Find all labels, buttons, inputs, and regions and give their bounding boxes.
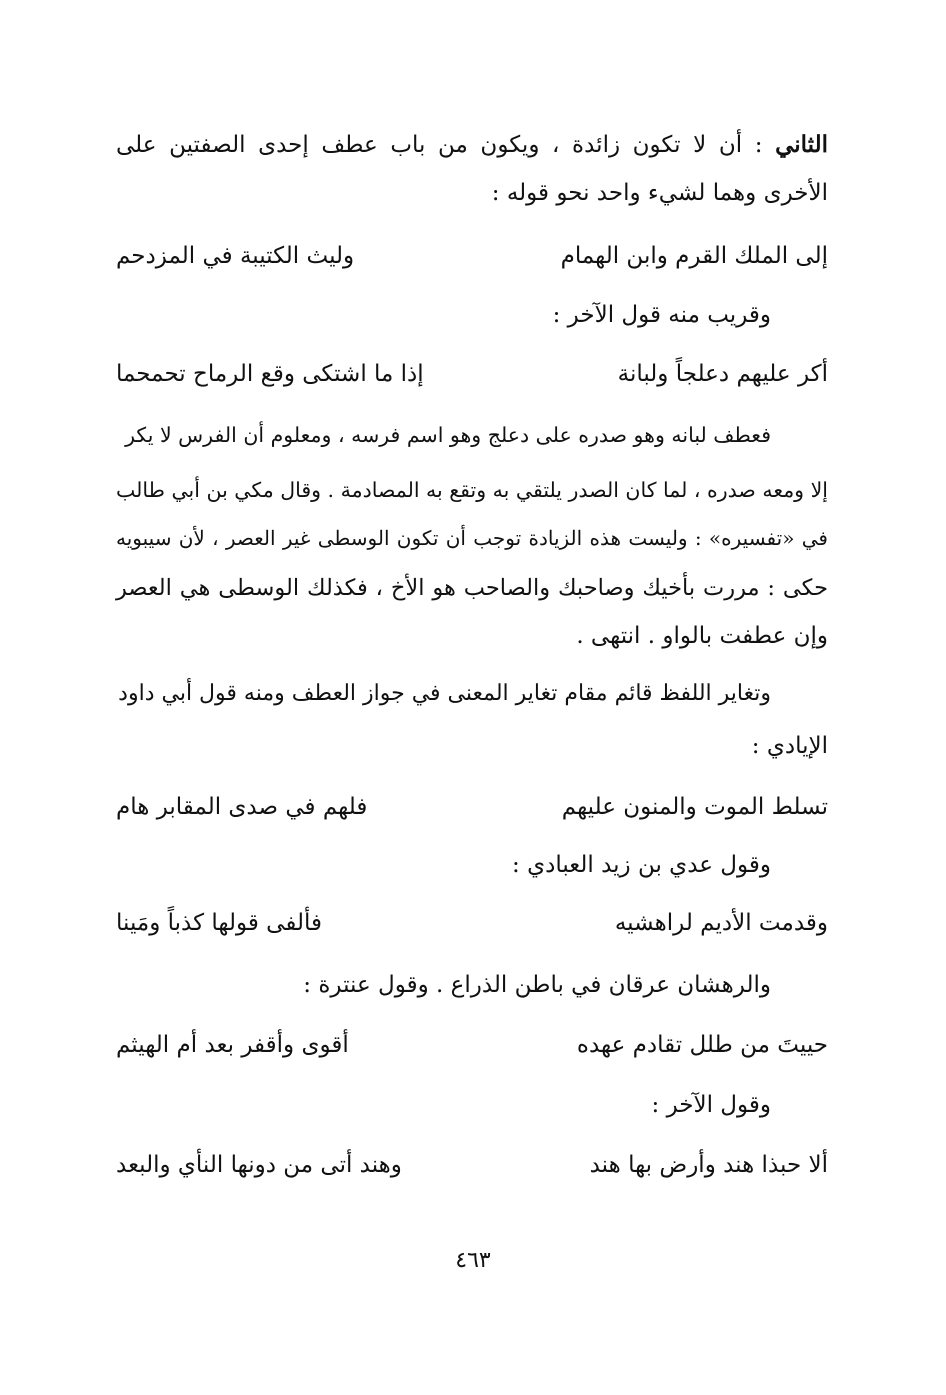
paragraph-2-line-5: وإن عطفت بالواو . انتهى .: [576, 623, 828, 649]
verse-5-intro: والرهشان عرقان في باطن الذراع . وقول عنترة :: [303, 972, 771, 998]
paragraph-1-line-1-text: : أن لا تكون زائدة ، ويكون من باب عطف إحدى الصفتين على: [116, 132, 763, 158]
verse-3-second-hemistich: فلهم في صدى المقابر هام: [116, 794, 368, 820]
paragraph-2-line-2: إلا ومعه صدره ، لما كان الصدر يلتقي به وتقع به المصادمة . وقال مكي بن أبي طالب: [116, 478, 828, 502]
paragraph-1-line-2: الأخرى وهما لشيء واحد نحو قوله :: [491, 180, 828, 206]
verse-2: [116, 359, 828, 393]
verse-3: [116, 792, 828, 826]
section-label: الثاني: [775, 131, 829, 158]
paragraph-3-line-2: الإيادي :: [751, 733, 828, 759]
paragraph-1-line-1: [116, 130, 828, 160]
verse-4-first-hemistich: وقدمت الأديم لراهشيه: [614, 910, 828, 936]
verse-4-second-hemistich: فألفى قولها كذباً ومَينا: [116, 910, 322, 936]
paragraph-3-line-1: وتغاير اللفظ قائم مقام تغاير المعنى في جواز العطف ومنه قول أبي داود: [118, 681, 771, 706]
paragraph-2-line-3: في «تفسيره» : وليست هذه الزيادة توجب أن تكون الوسطى غير العصر ، لأن سيبويه: [116, 526, 828, 550]
verse-5-second-hemistich: أقوى وأقفر بعد أم الهيثم: [116, 1032, 349, 1058]
paragraph-2-line-4: حكى : مررت بأخيك وصاحبك والصاحب هو الأخ ، فكذلك الوسطى هي العصر: [116, 575, 828, 601]
verse-2-second-hemistich: إذا ما اشتكى وقع الرماح تحمحما: [116, 361, 424, 387]
verse-1-second-hemistich: وليث الكتيبة في المزدحم: [116, 243, 355, 269]
verse-2-intro: وقريب منه قول الآخر :: [552, 302, 771, 328]
verse-3-first-hemistich: تسلط الموت والمنون عليهم: [561, 794, 828, 820]
verse-5-first-hemistich: حييتَ من طلل تقادم عهده: [576, 1032, 828, 1058]
verse-6-second-hemistich: وهند أتى من دونها النأي والبعد: [116, 1152, 402, 1178]
verse-6-first-hemistich: ألا حبذا هند وأرض بها هند: [589, 1152, 828, 1178]
verse-2-first-hemistich: أكر عليهم دعلجاً ولبانة: [617, 361, 828, 387]
page-number: ٤٦٣: [455, 1248, 491, 1273]
verse-5: [116, 1030, 828, 1064]
verse-1: [116, 241, 828, 275]
verse-6: [116, 1150, 828, 1184]
paragraph-2-line-1: فعطف لبانه وهو صدره على دعلج وهو اسم فرسه ، ومعلوم أن الفرس لا يكر: [125, 423, 771, 447]
verse-4: [116, 908, 828, 942]
verse-6-intro: وقول الآخر :: [651, 1092, 771, 1118]
verse-1-first-hemistich: إلى الملك القرم وابن الهمام: [560, 243, 828, 269]
verse-4-intro: وقول عدي بن زيد العبادي :: [512, 852, 771, 878]
